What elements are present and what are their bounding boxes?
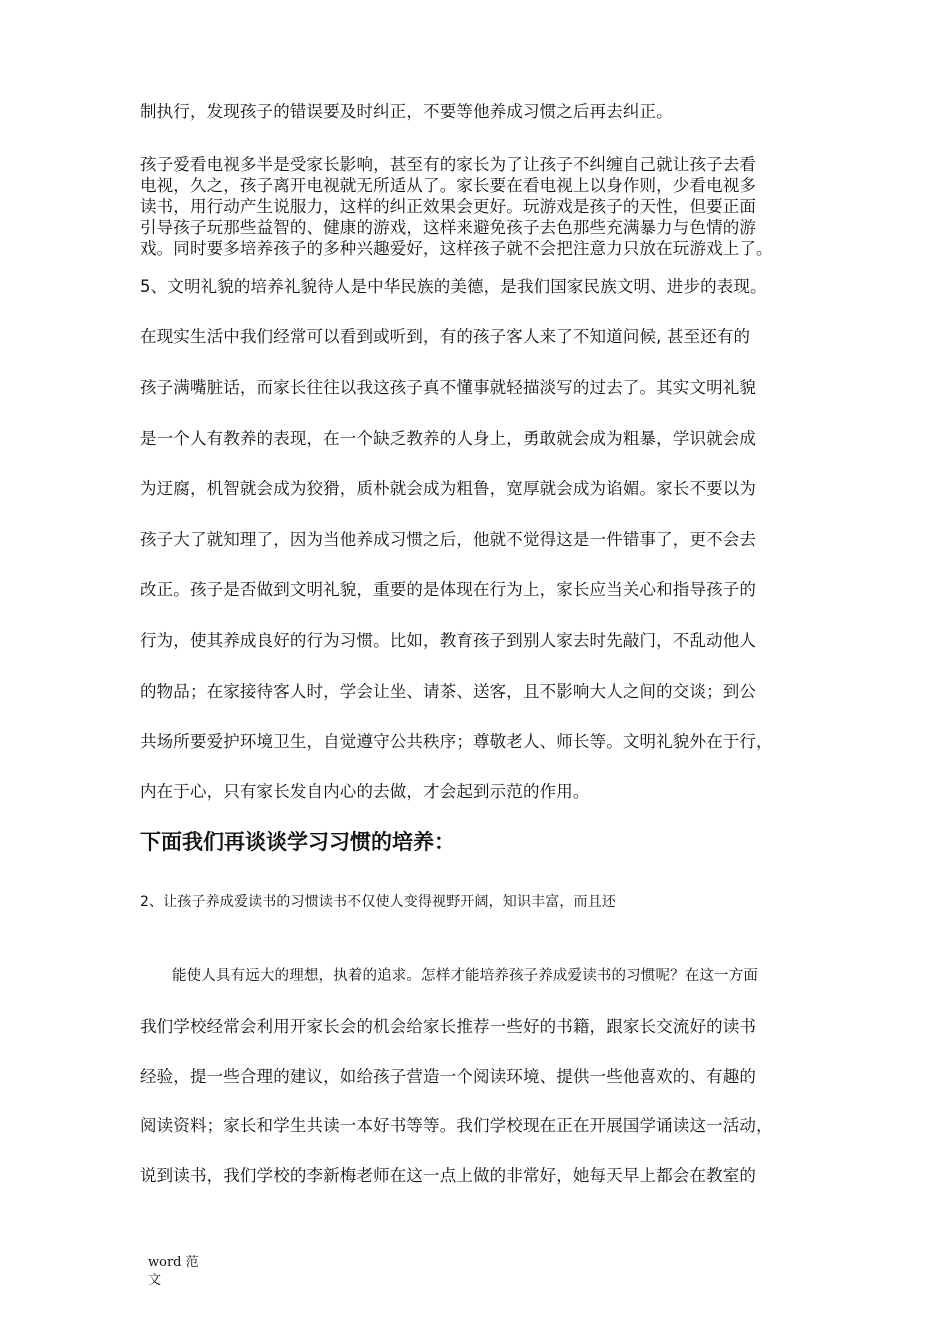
politeness-paragraph-line: 共场所要爱护环境卫生，自觉遵守公共秩序；尊敬老人、师长等。文明礼貌外在于行， (140, 732, 773, 751)
top-line: 制执行，发现孩子的错误要及时纠正，不要等他养成习惯之后再去纠正。 (140, 102, 673, 121)
reading-indent-line: 能使人具有远大的理想，执着的追求。怎样才能培养孩子养成爱读书的习惯呢？在这一方面 (172, 968, 758, 984)
politeness-paragraph-line: 改正。孩子是否做到文明礼貌，重要的是体现在行为上，家长应当关心和指导孩子的 (140, 580, 757, 599)
politeness-paragraph-line: 孩子大了就知理了，因为当他养成习惯之后，他就不觉得这是一件错事了，更不会去 (140, 530, 757, 549)
tv-paragraph-line: 电视，久之，孩子离开电视就无所适从了。家长要在看电视上以身作则，少看电视多 (140, 176, 757, 195)
tv-paragraph-line: 戏。同时要多培养孩子的多种兴趣爱好，这样孩子就不会把注意力只放在玩游戏上了。 (140, 239, 773, 258)
reading-paragraph-line: 我们学校经常会利用开家长会的机会给家长推荐一些好的书籍，跟家长交流好的读书 (140, 1017, 757, 1036)
tv-paragraph-line: 孩子爱看电视多半是受家长影响，甚至有的家长为了让孩子不纠缠自己就让孩子去看 (140, 155, 757, 174)
politeness-paragraph-line: 在现实生活中我们经常可以看到或听到，有的孩子客人来了不知道问候, 甚至还有的 (140, 327, 751, 346)
tv-paragraph-line: 引导孩子玩那些益智的、健康的游戏，这样来避免孩子去色那些充满暴力与色情的游 (140, 218, 757, 237)
reading-paragraph-line: 经验，提一些合理的建议，如给孩子营造一个阅读环境、提供一些他喜欢的、有趣的 (140, 1067, 757, 1086)
reading-intro-line: 2、让孩子养成爱读书的习惯读书不仅使人变得视野开阔，知识丰富，而且还 (140, 894, 617, 910)
section-heading: 下面我们再谈谈学习习惯的培养： (140, 830, 455, 854)
politeness-paragraph-line: 孩子满嘴脏话，而家长往往以我这孩子真不懂事就轻描淡写的过去了。其实文明礼貌 (140, 378, 757, 397)
politeness-paragraph-line: 行为，使其养成良好的行为习惯。比如，教育孩子到别人家去时先敲门，不乱动他人 (140, 631, 757, 650)
politeness-paragraph-line: 5、文明礼貌的培养礼貌待人是中华民族的美德，是我们国家民族文明、进步的表现。 (140, 277, 767, 296)
politeness-paragraph-line: 内在于心，只有家长发自内心的去做，才会起到示范的作用。 (140, 782, 590, 801)
page-footer: word 范文 (148, 1255, 199, 1288)
politeness-paragraph-line: 为迂腐，机智就会成为狡猾，质朴就会成为粗鲁，宽厚就会成为谄媚。家长不要以为 (140, 479, 757, 498)
reading-paragraph-line: 阅读资料；家长和学生共读一本好书等等。我们学校现在正在开展国学诵读这一活动， (140, 1116, 773, 1135)
tv-paragraph-line: 读书，用行动产生说服力，这样的纠正效果会更好。玩游戏是孩子的天性，但要正面 (140, 197, 757, 216)
politeness-paragraph-line: 是一个人有教养的表现，在一个缺乏教养的人身上，勇敢就会成为粗暴，学识就会成 (140, 429, 757, 448)
reading-paragraph-line: 说到读书，我们学校的李新梅老师在这一点上做的非常好，她每天早上都会在教室的 (140, 1166, 757, 1185)
politeness-paragraph-line: 的物品；在家接待客人时，学会让坐、请茶、送客，且不影响大人之间的交谈；到公 (140, 682, 757, 701)
